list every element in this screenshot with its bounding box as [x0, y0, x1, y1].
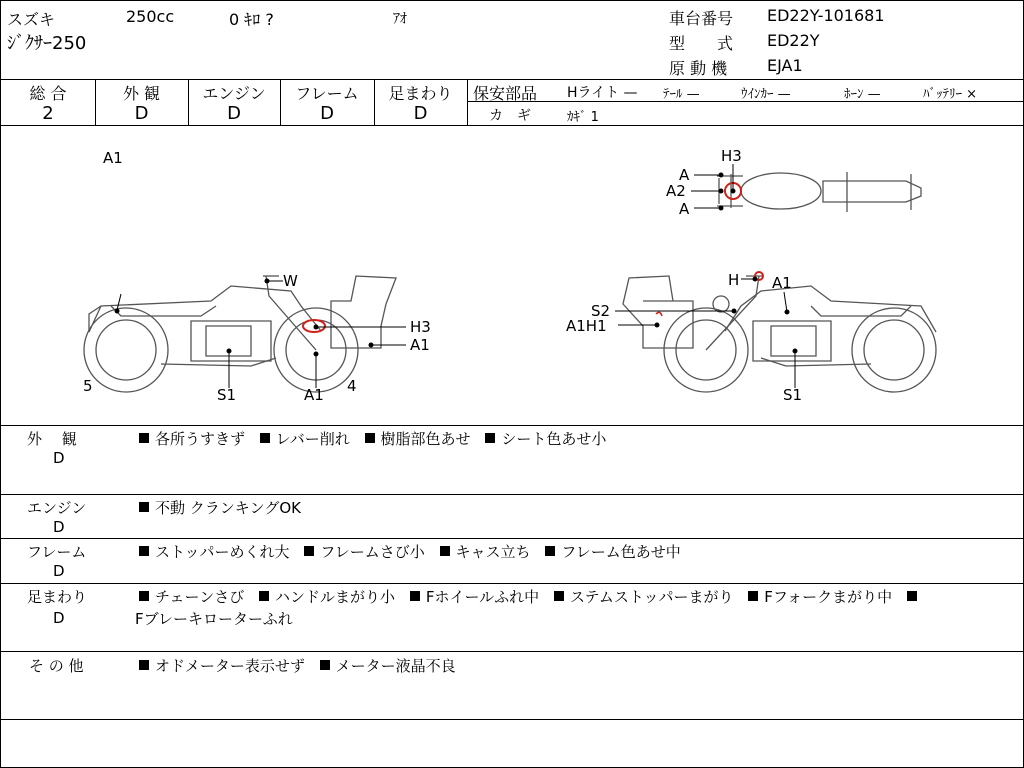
diag-label: A2: [666, 182, 686, 200]
grade-header-exterior: 外 観: [122, 84, 161, 103]
damage-mark: [656, 312, 662, 316]
key-value: ｶｷﾞ 1: [567, 110, 599, 125]
diag-label: A1: [410, 336, 430, 354]
model-name: ｼﾞｸｻｰ250: [7, 33, 87, 54]
diag-label: W: [283, 272, 298, 290]
safety-tail: ﾃｰﾙ —: [663, 87, 700, 102]
remark-items: 各所うすきず レバー削れ 樹脂部色あせ シート色あせ小: [139, 428, 616, 449]
maker: スズキ: [7, 10, 56, 29]
remark-grade: D: [53, 562, 65, 580]
mileage: 0 ｷﾛ ?: [229, 10, 274, 29]
remark-items: チェーンさび ハンドルまがり小 Fホイールふれ中 ステムストッパーまがり Fフォークまがり中: [139, 586, 923, 607]
diag-label: A1: [103, 149, 123, 167]
safety-battery: ﾊﾞｯﾃﾘｰ ×: [923, 87, 978, 102]
body-color: ｱｵ: [393, 11, 407, 27]
diag-label: A1H1: [566, 317, 607, 335]
remark-title: フレーム: [27, 543, 87, 561]
diag-label: 4: [347, 377, 357, 395]
remark-items: オドメーター表示せず メーター液晶不良: [139, 655, 466, 676]
remark-title: 足まわり: [27, 588, 88, 606]
grade-header-frame: フレーム: [295, 84, 359, 103]
remark-items: 不動 クランキングOK: [139, 497, 311, 518]
engine-label: 原 動 機: [669, 59, 728, 78]
remark-title: そ の 他: [29, 657, 84, 675]
grade-header-overall: 総 合: [29, 84, 67, 103]
safety-winker: ｳｲﾝｶｰ —: [741, 87, 791, 102]
key-label: カ ギ: [489, 108, 531, 124]
bike-top: [717, 172, 921, 212]
diag-label: S2: [591, 302, 611, 320]
safety-horn: ﾎｰﾝ —: [844, 87, 881, 102]
bike-side-right: [623, 276, 936, 392]
bike-side-left: [84, 276, 396, 392]
grade-suspension: D: [413, 103, 428, 124]
displacement: 250cc: [126, 7, 175, 26]
grade-frame: D: [320, 103, 334, 124]
grade-exterior: D: [134, 103, 149, 124]
diag-label: S1: [783, 386, 803, 404]
diag-label: H3: [721, 147, 742, 165]
diag-label: A: [679, 166, 690, 184]
divider: [1, 583, 1023, 584]
grade-overall: 2: [42, 103, 54, 124]
divider: [467, 79, 468, 125]
type-value: ED22Y: [767, 31, 820, 50]
remark-title: エンジン: [27, 499, 87, 517]
safety-label: 保安部品: [473, 84, 538, 103]
remark-extra: Fブレーキローターふれ: [135, 610, 293, 628]
diag-label: S1: [217, 386, 237, 404]
divider: [1, 651, 1023, 652]
remark-grade: D: [53, 609, 65, 627]
remark-title: 外 観: [27, 430, 77, 448]
type-label: 型 式: [669, 34, 734, 53]
divider: [1, 494, 1023, 495]
frame-no-label: 車台番号: [669, 9, 734, 28]
divider: [1, 425, 1023, 426]
divider: [1, 79, 1023, 80]
remark-items: ストッパーめくれ大 フレームさび小 キャス立ち フレーム色あせ中: [139, 541, 691, 562]
remark-grade: D: [53, 449, 65, 467]
divider: [1, 538, 1023, 539]
grade-header-suspension: 足まわり: [388, 84, 453, 103]
divider: [1, 719, 1023, 720]
grade-header-engine: エンジン: [202, 84, 266, 103]
frame-no: ED22Y-101681: [767, 6, 885, 25]
remark-grade: D: [53, 518, 65, 536]
diag-label: H: [728, 271, 740, 289]
diag-label: A1: [304, 386, 324, 404]
diag-label: H3: [410, 318, 431, 336]
diag-label: A1: [772, 274, 792, 292]
safety-headlight: Hライト —: [567, 85, 638, 101]
damage-diagram: [1, 126, 1023, 426]
diag-label: 5: [83, 377, 93, 395]
diag-label: A: [679, 200, 690, 218]
engine-value: EJA1: [767, 56, 803, 75]
grade-engine: D: [227, 103, 241, 124]
